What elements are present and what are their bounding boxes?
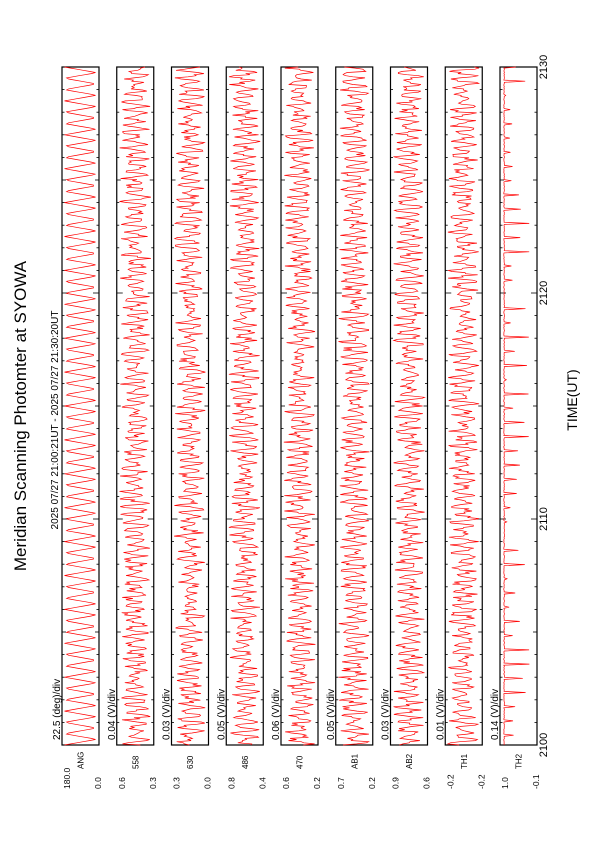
series-trace-ab1 <box>338 67 369 745</box>
panel-frame <box>172 67 209 745</box>
channel-label: AB1 <box>350 753 360 769</box>
y-tick-max: -0.2 <box>445 774 456 789</box>
y-tick-min: 0.0 <box>202 777 213 789</box>
panel-scale-label: 0.06 (V)/div <box>271 688 282 740</box>
channel-label: 558 <box>131 755 141 769</box>
panel-scale-label: 0.03 (V)/div <box>161 688 173 740</box>
panel-scale-label: 0.14 (V)/div <box>490 688 501 740</box>
panel-frame <box>500 67 537 745</box>
y-tick-min: 0.2 <box>366 777 377 789</box>
y-tick-max: 0.3 <box>171 777 182 789</box>
series-trace-ab2 <box>394 67 425 745</box>
y-tick-max: 0.7 <box>335 777 346 789</box>
panels-group <box>52 67 541 789</box>
channel-label: TH2 <box>514 753 524 769</box>
x-axis-title: TIME(UT) <box>564 369 580 431</box>
y-tick-max: 0.9 <box>390 777 401 789</box>
panel-scale-label: 0.05 (V)/div <box>325 688 337 740</box>
panel-470 <box>271 67 322 789</box>
x-tick-label: 2120 <box>538 280 550 306</box>
x-tick-label: 2100 <box>538 732 550 758</box>
panel-frame <box>62 67 99 745</box>
series-trace-th2 <box>504 67 530 745</box>
y-tick-min: 0.6 <box>421 777 432 789</box>
y-tick-min: -0.2 <box>476 774 487 789</box>
time-range-label: 2025 07/27 21:00:21UT - 2025 07/27 21:30:20UT <box>50 310 61 530</box>
channel-label: AB2 <box>405 753 414 769</box>
series-trace-486 <box>229 67 260 745</box>
x-tick-label: 2110 <box>538 507 550 531</box>
y-tick-max: 0.6 <box>116 777 127 789</box>
y-tick-min: -0.1 <box>531 774 541 789</box>
y-tick-max: 0.8 <box>226 777 237 789</box>
series-trace-630 <box>174 67 205 745</box>
panel-th1 <box>435 67 486 789</box>
chart-title: Meridian Scanning Photomter at SYOWA <box>11 260 30 572</box>
series-trace-558 <box>120 67 151 745</box>
y-tick-min: 0.2 <box>312 777 322 789</box>
series-trace-ang <box>65 67 96 745</box>
panel-frame <box>117 67 154 745</box>
y-tick-max: 0.6 <box>281 777 291 789</box>
panel-486 <box>216 67 267 789</box>
panel-scale-label: 22.5 (deg)/div <box>52 678 63 740</box>
channel-label: ANG <box>76 751 86 769</box>
panel-558 <box>107 67 158 789</box>
panel-scale-label: 0.03 (V)/div <box>380 688 392 740</box>
panel-ab2 <box>381 67 432 789</box>
y-tick-max: 1.0 <box>500 777 510 789</box>
panel-scale-label: 0.05 (V)/div <box>216 688 228 740</box>
channel-label: 630 <box>186 755 195 769</box>
y-tick-max: 180.0 <box>62 767 72 789</box>
channel-label: TH1 <box>459 753 469 769</box>
panel-scale-label: 0.04 (V)/div <box>106 688 118 740</box>
x-tick-label: 2130 <box>538 54 550 80</box>
channel-label: 486 <box>240 755 250 769</box>
panel-frame <box>336 67 373 745</box>
panel-ab1 <box>326 67 377 789</box>
y-tick-min: 0.3 <box>147 777 158 789</box>
y-tick-min: 0.0 <box>93 777 103 789</box>
x-tick-labels <box>538 55 550 757</box>
series-trace-th1 <box>448 67 479 745</box>
panel-630 <box>162 67 213 789</box>
panel-frame <box>445 67 482 745</box>
series-trace-470 <box>284 67 316 745</box>
panel-scale-label: 0.01 (V)/div <box>435 688 447 740</box>
channel-label: 470 <box>295 755 305 769</box>
panel-th2 <box>490 67 541 789</box>
y-tick-min: 0.4 <box>257 777 268 789</box>
